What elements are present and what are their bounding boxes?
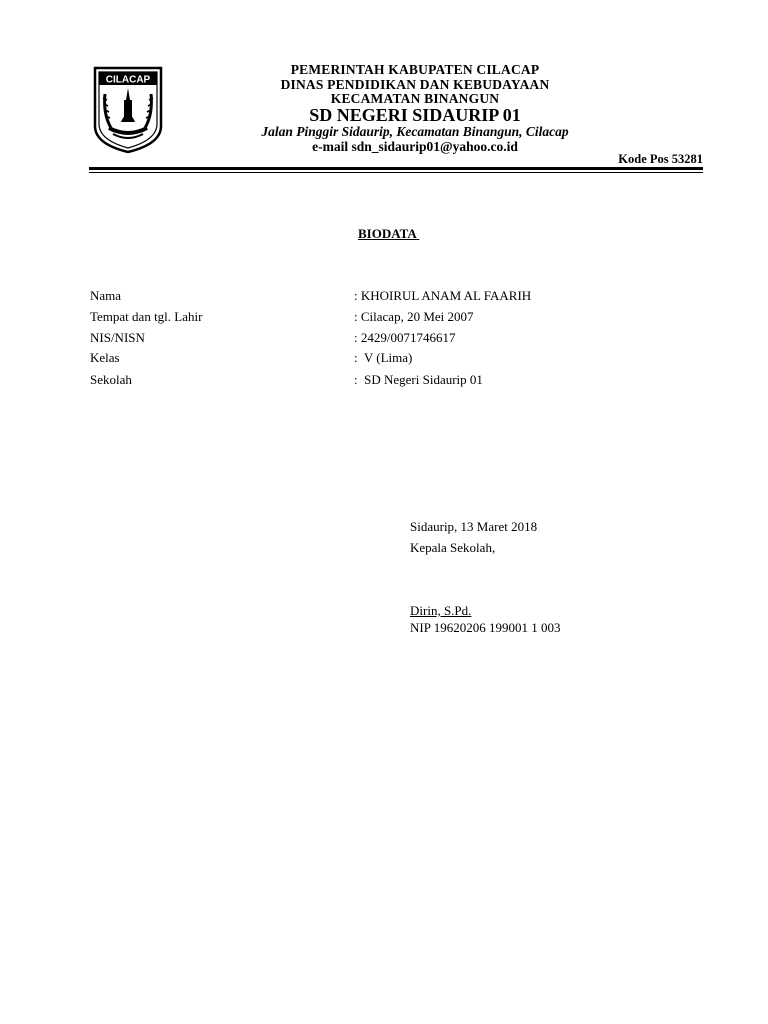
field-label-ttl: Tempat dan tgl. Lahir: [90, 309, 203, 324]
header-department: DINAS PENDIDIKAN DAN KEBUDAYAAN: [280, 77, 550, 92]
header-address: Jalan Pinggir Sidaurip, Kecamatan Binangun, Cilacap: [261, 124, 569, 139]
field-value-sekolah: : SD Negeri Sidaurip 01: [354, 372, 483, 387]
header-divider-thick: [89, 167, 703, 170]
field-value-ttl: : Cilacap, 20 Mei 2007: [354, 309, 474, 324]
header-school-name: SD NEGERI SIDAURIP 01: [309, 105, 521, 125]
header-government: PEMERINTAH KABUPATEN CILACAP: [290, 62, 540, 77]
signature-nip: NIP 19620206 199001 1 003: [410, 620, 561, 635]
signature-position: Kepala Sekolah,: [410, 540, 496, 555]
header-postal-code: Kode Pos 53281: [618, 152, 703, 166]
field-label-nis: NIS/NISN: [90, 330, 145, 345]
field-value-kelas: : V (Lima): [354, 350, 413, 365]
cilacap-emblem-icon: [93, 66, 163, 154]
emblem-label: CILACAP: [105, 74, 151, 86]
signature-place-date: Sidaurip, 13 Maret 2018: [410, 519, 538, 534]
header-district: KECAMATAN BINANGUN: [330, 91, 500, 106]
field-label-sekolah: Sekolah: [90, 372, 132, 387]
header-email: e-mail sdn_sidaurip01@yahoo.co.id: [312, 139, 518, 154]
field-value-nama: : KHOIRUL ANAM AL FAARIH: [354, 288, 532, 303]
field-label-kelas: Kelas: [90, 350, 120, 365]
signature-name: Dirin, S.Pd.: [410, 603, 472, 618]
document-title: BIODATA: [358, 226, 420, 241]
field-value-nis: : 2429/0071746617: [354, 330, 456, 345]
field-label-nama: Nama: [90, 288, 122, 303]
header-divider-thin: [89, 172, 703, 173]
